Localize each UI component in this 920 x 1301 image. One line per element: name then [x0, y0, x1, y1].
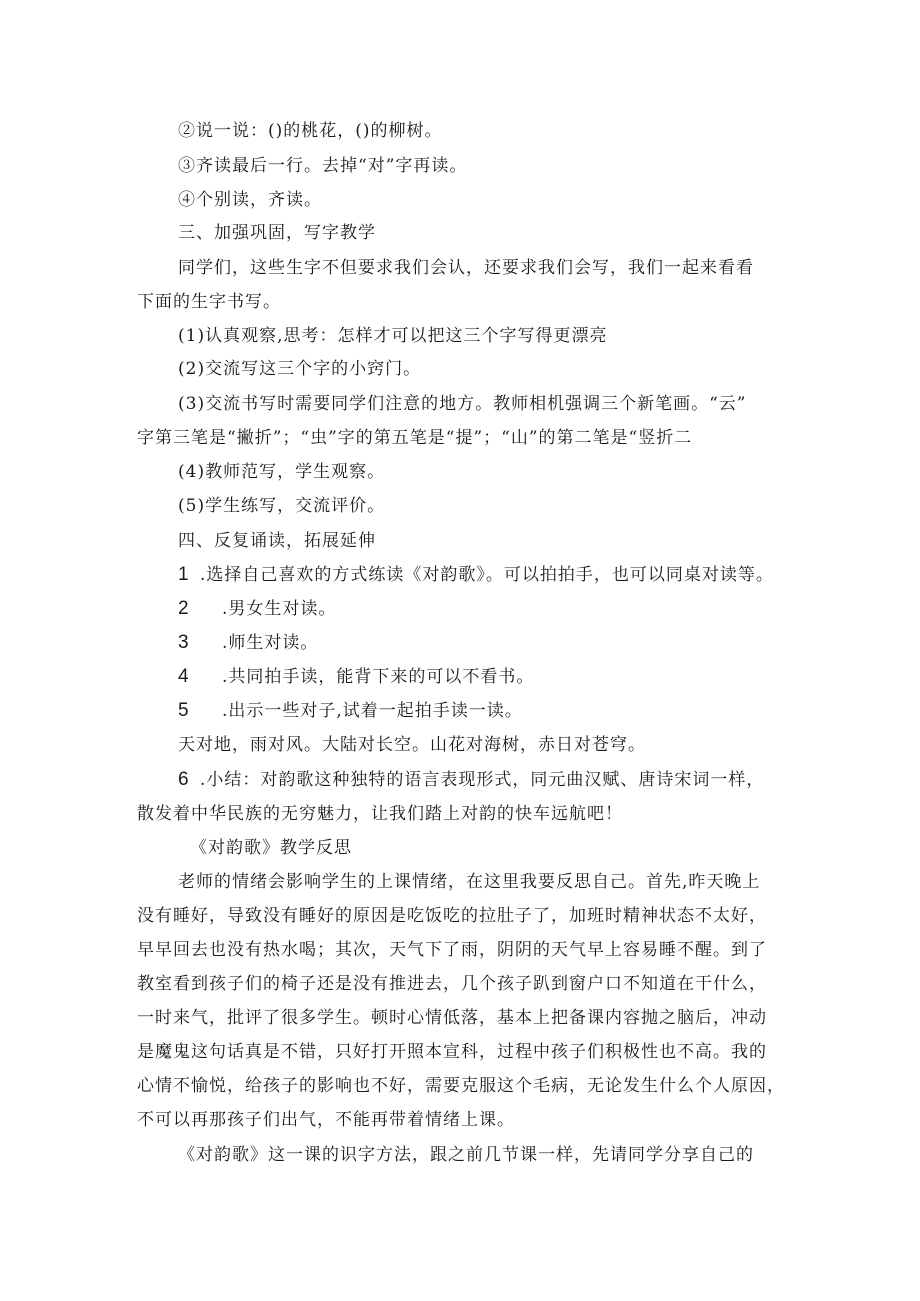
text-line: 散发着中华民族的无穷魅力，让我们踏上对韵的快车远航吧！	[137, 804, 623, 824]
list-number: 3	[178, 632, 190, 653]
text-line: 心情不愉悦，给孩子的影响也不好，需要克服这个毛病，无论发生什么个人原因，	[137, 1076, 785, 1096]
list-item: (1)认真观察,思考：怎样才可以把这三个字写得更漂亮	[178, 326, 608, 346]
numbered-item	[178, 597, 336, 621]
text-line: 同学们，这些生字不但要求我们会认，还要求我们会写，我们一起来看看	[178, 258, 754, 278]
list-number: 5	[178, 700, 190, 721]
text-line: 天对地，雨对风。大陆对长空。山花对海树，赤日对苍穹。	[178, 735, 646, 755]
list-number: 4	[178, 666, 190, 687]
numbered-item	[178, 563, 774, 587]
numbered-item	[178, 631, 318, 655]
text-line: 没有睡好，导致没有睡好的原因是吃饭吃的拉肚子了，加班时精神状态不太好，	[137, 906, 767, 926]
list-number: 6	[178, 769, 190, 790]
numbered-item	[178, 665, 534, 689]
text-line: ④个别读，齐读。	[178, 190, 322, 210]
text-line: 一时来气，批评了很多学生。顿时心情低落，基本上把备课内容抛之脑后，冲动	[137, 1008, 767, 1028]
text-line: 老师的情绪会影响学生的上课情绪，在这里我要反思自己。首先,昨天晚上	[178, 872, 761, 892]
list-item-text: .共同拍手读，能背下来的可以不看书。	[222, 667, 535, 687]
text-line: 字第三笔是“撇折”；“虫”字的第五笔是“提”；“山”的第二笔是“竖折二	[137, 428, 693, 448]
text-line: 《对韵歌》这一课的识字方法，跟之前几节课一样，先请同学分享自己的	[178, 1145, 754, 1165]
list-item-text: .出示一些对子,试着一起拍手读一读。	[222, 701, 523, 721]
list-item-text: .选择自己喜欢的方式练读《对韵歌》。可以拍拍手，也可以同桌对读等。	[200, 565, 774, 585]
numbered-item	[178, 768, 764, 792]
list-item-text: .男女生对读。	[222, 599, 337, 619]
text-line: 是魔鬼这句话真是不错，只好打开照本宣科，过程中孩子们积极性也不高。我的	[137, 1042, 767, 1062]
reflection-title: 《对韵歌》教学反思	[190, 838, 352, 858]
list-number: 1	[178, 564, 190, 585]
text-line: 下面的生字书写。	[137, 292, 281, 312]
list-item: (3)交流书写时需要同学们注意的地方。教师相机强调三个新笔画。“云”	[178, 394, 747, 414]
text-line: 早早回去也没有热水喝；其次，天气下了雨，阴阴的天气早上容易睡不醒。到了	[137, 940, 767, 960]
section-heading: 四、反复诵读，拓展延伸	[178, 531, 376, 551]
list-item-text: .师生对读。	[222, 633, 319, 653]
list-item-text: .小结：对韵歌这种独特的语言表现形式，同元曲汉赋、唐诗宋词一样，	[200, 770, 765, 790]
section-heading: 三、加强巩固，写字教学	[178, 223, 376, 243]
list-item: (5)学生练写，交流评价。	[178, 496, 386, 516]
list-item: (4)教师范写，学生观察。	[178, 462, 386, 482]
text-line: 教室看到孩子们的椅子还是没有推进去，几个孩子趴到窗户口不知道在干什么，	[137, 974, 767, 994]
text-line: 不可以再那孩子们出气，不能再带着情绪上课。	[137, 1110, 515, 1130]
text-line: ②说一说：()的桃花，()的柳树。	[178, 121, 443, 141]
text-line: ③齐读最后一行。去掉“对”字再读。	[178, 156, 468, 176]
list-number: 2	[178, 598, 190, 619]
list-item: (2)交流写这三个字的小窍门。	[178, 359, 422, 379]
numbered-item	[178, 699, 523, 723]
